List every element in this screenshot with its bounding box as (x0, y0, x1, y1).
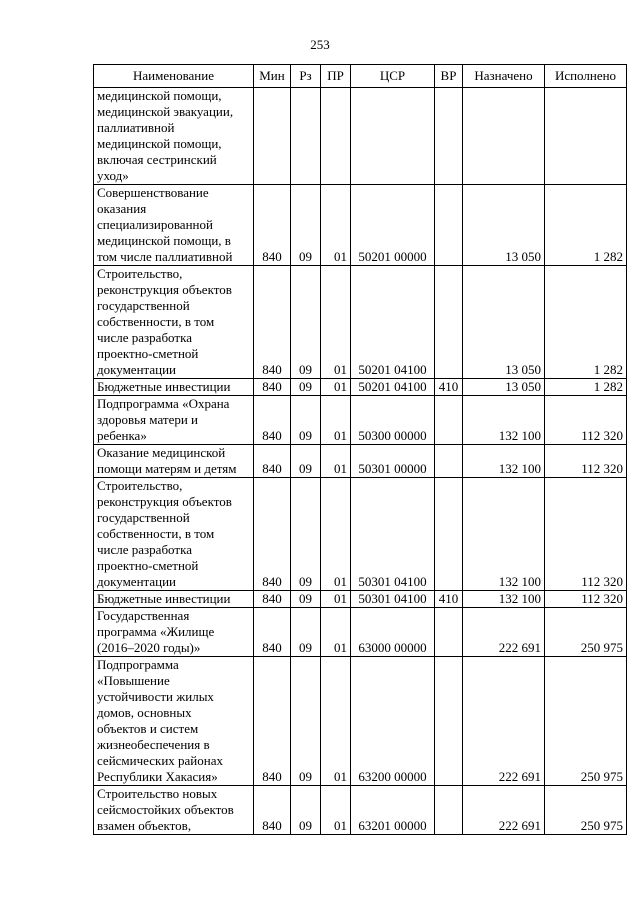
cell-executed: 112 320 (545, 396, 627, 445)
cell-assigned: 222 691 (463, 786, 545, 835)
cell-pr: 01 (321, 478, 351, 591)
cell-min: 840 (254, 591, 291, 608)
header-assigned: Назначено (463, 65, 545, 88)
cell-name (94, 608, 254, 657)
cell-min: 840 (254, 608, 291, 657)
table-row (94, 608, 627, 657)
cell-pr: 01 (321, 379, 351, 396)
cell-min: 840 (254, 266, 291, 379)
cell-name-line: Бюджетные инвестиции (97, 379, 231, 394)
cell-pr: 01 (321, 657, 351, 786)
cell-vr (435, 478, 463, 591)
cell-name-line: Республики Хакасия» (97, 769, 218, 784)
page-number: 253 (310, 37, 330, 52)
cell-csr: 50300 00000 (351, 396, 435, 445)
cell-name-line: Совершенствование (97, 185, 209, 200)
header-csr: ЦСР (351, 65, 435, 88)
cell-executed (545, 88, 627, 185)
cell-pr: 01 (321, 445, 351, 478)
table-row (94, 379, 627, 396)
cell-name-line: «Повышение (97, 673, 170, 688)
cell-name-line: медицинской помощи, (97, 136, 222, 151)
cell-name-line: оказания (97, 201, 147, 216)
table-row (94, 445, 627, 478)
cell-name-line: реконструкция объектов (97, 494, 232, 509)
cell-vr (435, 445, 463, 478)
cell-vr: 410 (435, 379, 463, 396)
cell-executed: 250 975 (545, 657, 627, 786)
cell-name-line: числе разработка (97, 542, 192, 557)
cell-assigned: 222 691 (463, 608, 545, 657)
cell-pr: 01 (321, 396, 351, 445)
cell-assigned: 222 691 (463, 657, 545, 786)
cell-name-line: государственной (97, 510, 190, 525)
cell-assigned: 13 050 (463, 185, 545, 266)
cell-rz: 09 (291, 185, 321, 266)
table-row (94, 266, 627, 379)
cell-name (94, 379, 254, 396)
table-row (94, 591, 627, 608)
cell-name-line: проектно-сметной (97, 558, 199, 573)
cell-pr: 01 (321, 185, 351, 266)
table-row (94, 786, 627, 835)
table-row (94, 396, 627, 445)
cell-vr (435, 786, 463, 835)
cell-csr: 50301 04100 (351, 478, 435, 591)
cell-executed: 1 282 (545, 379, 627, 396)
cell-name-line: здоровья матери и (97, 412, 198, 427)
cell-vr (435, 88, 463, 185)
cell-name-line: Строительство, (97, 266, 183, 281)
cell-name-line: объектов и систем (97, 721, 199, 736)
cell-csr: 50201 04100 (351, 266, 435, 379)
cell-name-line: Оказание медицинской (97, 445, 226, 460)
cell-executed: 1 282 (545, 185, 627, 266)
cell-csr: 63200 00000 (351, 657, 435, 786)
cell-executed: 112 320 (545, 478, 627, 591)
cell-name-line: государственной (97, 298, 190, 313)
cell-assigned: 132 100 (463, 478, 545, 591)
cell-min: 840 (254, 379, 291, 396)
cell-name-line: Государственная (97, 608, 190, 623)
cell-rz: 09 (291, 591, 321, 608)
cell-name-line: включая сестринский (97, 152, 217, 167)
table-body (94, 88, 627, 835)
cell-name-line: медицинской помощи, в (97, 233, 231, 248)
cell-rz: 09 (291, 396, 321, 445)
cell-name (94, 786, 254, 835)
cell-name-line: числе разработка (97, 330, 192, 345)
cell-rz: 09 (291, 445, 321, 478)
cell-name (94, 657, 254, 786)
cell-rz: 09 (291, 379, 321, 396)
cell-rz (291, 88, 321, 185)
cell-name-line: сейсмостойких объектов (97, 802, 234, 817)
cell-vr (435, 608, 463, 657)
cell-name-line: устойчивости жилых (97, 689, 214, 704)
cell-name-line: помощи матерям и детям (97, 461, 237, 476)
cell-executed: 1 282 (545, 266, 627, 379)
cell-name-line: медицинской помощи, (97, 88, 222, 103)
table-row (94, 185, 627, 266)
cell-pr: 01 (321, 608, 351, 657)
cell-csr: 63201 00000 (351, 786, 435, 835)
cell-assigned (463, 88, 545, 185)
cell-pr: 01 (321, 591, 351, 608)
cell-executed: 250 975 (545, 786, 627, 835)
header-name: Наименование (94, 65, 254, 88)
cell-name-line: (2016–2020 годы)» (97, 640, 201, 655)
cell-pr: 01 (321, 266, 351, 379)
cell-name-line: Подпрограмма (97, 657, 179, 672)
cell-name-line: Подпрограмма «Охрана (97, 396, 230, 411)
cell-name-line: реконструкция объектов (97, 282, 232, 297)
cell-name-line: документации (97, 574, 177, 589)
cell-name (94, 88, 254, 185)
header-min: Мин (254, 65, 291, 88)
cell-name-line: Бюджетные инвестиции (97, 591, 231, 606)
cell-name-line: собственности, в том (97, 314, 215, 329)
cell-name-line: жизнеобеспечения в (97, 737, 210, 752)
cell-pr (321, 88, 351, 185)
table-row (94, 88, 627, 185)
cell-name-line: сейсмических районах (97, 753, 223, 768)
cell-name-line: специализированной (97, 217, 213, 232)
cell-name-line: собственности, в том (97, 526, 215, 541)
budget-table (93, 64, 627, 835)
cell-vr (435, 266, 463, 379)
cell-rz: 09 (291, 657, 321, 786)
cell-rz: 09 (291, 478, 321, 591)
cell-min: 840 (254, 185, 291, 266)
cell-min: 840 (254, 478, 291, 591)
cell-name-line: ребенка» (97, 428, 147, 443)
cell-name (94, 266, 254, 379)
cell-assigned: 132 100 (463, 445, 545, 478)
cell-csr: 63000 00000 (351, 608, 435, 657)
cell-name-line: уход» (97, 168, 129, 183)
cell-name-line: программа «Жилище (97, 624, 215, 639)
cell-executed: 250 975 (545, 608, 627, 657)
cell-name (94, 478, 254, 591)
cell-vr (435, 657, 463, 786)
cell-csr (351, 88, 435, 185)
cell-name-line: том числе паллиативной (97, 249, 233, 264)
cell-name-line: документации (97, 362, 177, 377)
cell-csr: 50201 00000 (351, 185, 435, 266)
cell-name (94, 591, 254, 608)
header-rz: Рз (291, 65, 321, 88)
table-header-row (94, 65, 627, 88)
cell-name (94, 185, 254, 266)
cell-name (94, 396, 254, 445)
header-executed: Исполнено (545, 65, 627, 88)
cell-min: 840 (254, 657, 291, 786)
header-pr: ПР (321, 65, 351, 88)
cell-assigned: 13 050 (463, 266, 545, 379)
table-row (94, 478, 627, 591)
cell-assigned: 132 100 (463, 396, 545, 445)
cell-name-line: домов, основных (97, 705, 192, 720)
cell-csr: 50201 04100 (351, 379, 435, 396)
cell-name-line: паллиативной (97, 120, 175, 135)
cell-executed: 112 320 (545, 591, 627, 608)
cell-assigned: 13 050 (463, 379, 545, 396)
cell-name-line: медицинской эвакуации, (97, 104, 234, 119)
cell-assigned: 132 100 (463, 591, 545, 608)
cell-name (94, 445, 254, 478)
cell-vr (435, 185, 463, 266)
cell-rz: 09 (291, 608, 321, 657)
cell-min: 840 (254, 396, 291, 445)
table-row (94, 657, 627, 786)
cell-executed: 112 320 (545, 445, 627, 478)
header-vr: ВР (435, 65, 463, 88)
cell-csr: 50301 04100 (351, 591, 435, 608)
cell-name-line: проектно-сметной (97, 346, 199, 361)
cell-rz: 09 (291, 266, 321, 379)
cell-vr (435, 396, 463, 445)
cell-vr: 410 (435, 591, 463, 608)
cell-csr: 50301 00000 (351, 445, 435, 478)
cell-min: 840 (254, 786, 291, 835)
cell-rz: 09 (291, 786, 321, 835)
cell-min: 840 (254, 445, 291, 478)
cell-name-line: взамен объектов, (97, 818, 192, 833)
cell-min (254, 88, 291, 185)
cell-name-line: Строительство новых (97, 786, 218, 801)
cell-name-line: Строительство, (97, 478, 183, 493)
cell-pr: 01 (321, 786, 351, 835)
